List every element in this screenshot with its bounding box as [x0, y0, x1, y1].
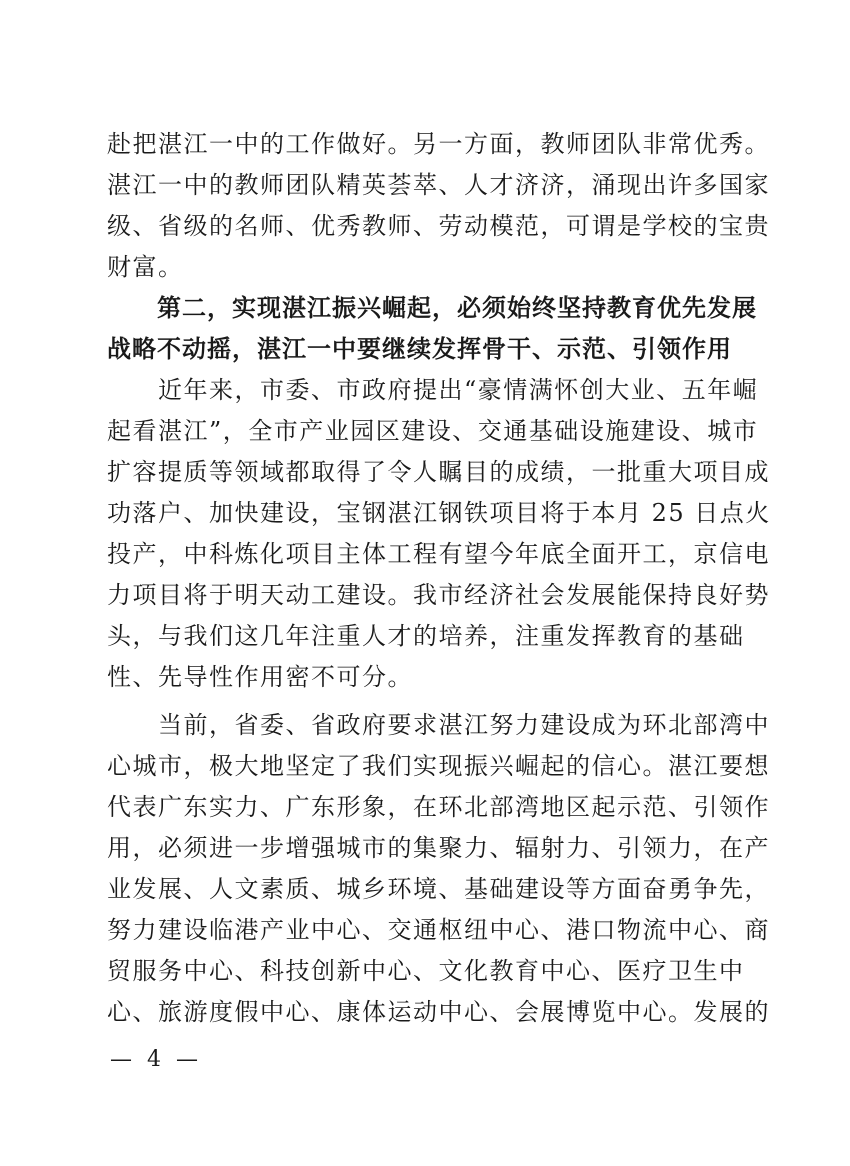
text-line: 性、先导性作用密不可分。	[107, 663, 413, 691]
text-line: 起看湛江”，全市产业园区建设、交通基础设施建设、城市	[107, 417, 759, 445]
text-line: 赴把湛江一中的工作做好。另一方面，教师团队非常优秀。	[107, 130, 770, 158]
text-line: 扩容提质等领域都取得了令人瞩目的成绩，一批重大项目成	[107, 458, 770, 486]
text-line: 功落户、加快建设，宝钢湛江钢铁项目将于本月 25 日点火	[107, 499, 771, 527]
text-line: 努力建设临港产业中心、交通枢纽中心、港口物流中心、商	[107, 916, 770, 944]
section-heading-line: 第二，实现湛江振兴崛起，必须始终坚持教育优先发展	[107, 294, 757, 322]
text-line: 心城市，极大地坚定了我们实现振兴崛起的信心。湛江要想	[107, 752, 770, 780]
text-line: 财富。	[107, 253, 184, 281]
text-line: 头，与我们这几年注重人才的培养，注重发挥教育的基础	[107, 622, 745, 650]
text-line: 贸服务中心、科技创新中心、文化教育中心、医疗卫生中	[107, 957, 745, 985]
text-line: 用，必须进一步增强城市的集聚力、辐射力、引领力，在产	[107, 834, 770, 862]
text-line: 投产，中科炼化项目主体工程有望今年底全面开工，京信电	[107, 540, 770, 568]
text-line: 近年来，市委、市政府提出“豪情满怀创大业、五年崛	[107, 376, 759, 404]
text-line: 级、省级的名师、优秀教师、劳动模范，可谓是学校的宝贵	[107, 212, 770, 240]
text-line: 当前，省委、省政府要求湛江努力建设成为环北部湾中	[107, 711, 770, 739]
text-line: 湛江一中的教师团队精英荟萃、人才济济，涌现出许多国家	[107, 171, 770, 199]
section-heading-line: 战略不动摇，湛江一中要继续发挥骨干、示范、引领作用	[107, 335, 732, 363]
text-line: 代表广东实力、广东形象，在环北部湾地区起示范、引领作	[107, 793, 770, 821]
text-line: 力项目将于明天动工建设。我市经济社会发展能保持良好势	[107, 581, 770, 609]
text-line: 心、旅游度假中心、康体运动中心、会展博览中心。发展的	[107, 998, 770, 1026]
text-line: 业发展、人文素质、城乡环境、基础建设等方面奋勇争先，	[107, 875, 770, 903]
page-number: — 4 —	[110, 1047, 202, 1072]
